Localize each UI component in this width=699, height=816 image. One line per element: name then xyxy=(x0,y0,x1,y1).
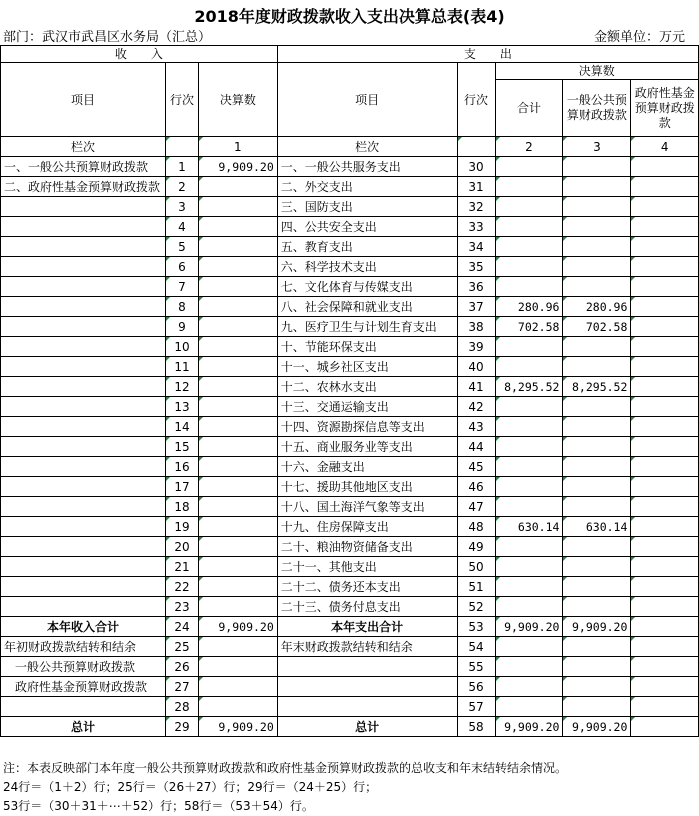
general-budget-header: 一般公共预算财政拨款 xyxy=(563,80,631,137)
income-row-no: 26 xyxy=(165,657,198,677)
expense-fund-value xyxy=(631,417,699,437)
expense-fund-value xyxy=(631,617,699,637)
expense-row-no: 30 xyxy=(457,157,495,177)
expense-row-no: 50 xyxy=(457,557,495,577)
income-row-no: 3 xyxy=(165,197,198,217)
income-item xyxy=(1,337,166,357)
expense-row-no: 49 xyxy=(457,537,495,557)
expense-item: 总计 xyxy=(277,717,457,737)
table-row xyxy=(1,237,699,257)
income-row-no-header: 行次 xyxy=(165,63,198,137)
income-final-value xyxy=(198,537,277,557)
income-final-value xyxy=(198,277,277,297)
income-row-no: 1 xyxy=(165,157,198,177)
income-row-no: 7 xyxy=(165,277,198,297)
expense-item: 九、医疗卫生与计划生育支出 xyxy=(277,317,457,337)
income-item: 一、一般公共预算财政拨款 xyxy=(1,157,166,177)
expense-general-value xyxy=(563,237,631,257)
expense-row-no: 52 xyxy=(457,597,495,617)
income-row-no: 22 xyxy=(165,577,198,597)
expense-total-value xyxy=(495,597,563,617)
column-no-empty xyxy=(457,137,495,157)
income-final-value: 9,909.20 xyxy=(198,617,277,637)
table-row xyxy=(1,217,699,237)
income-final-value xyxy=(198,337,277,357)
expense-general-value xyxy=(563,337,631,357)
expense-fund-value xyxy=(631,217,699,237)
income-final-value xyxy=(198,297,277,317)
income-final-value xyxy=(198,597,277,617)
expense-item: 二十一、其他支出 xyxy=(277,557,457,577)
income-final-value xyxy=(198,397,277,417)
income-item xyxy=(1,197,166,217)
income-item-header: 项目 xyxy=(1,63,166,137)
expense-item: 六、科学技术支出 xyxy=(277,257,457,277)
expense-general-value xyxy=(563,397,631,417)
expense-fund-value xyxy=(631,357,699,377)
expense-item: 十六、金融支出 xyxy=(277,457,457,477)
income-item xyxy=(1,597,166,617)
expense-row-no: 38 xyxy=(457,317,495,337)
expense-item: 三、国防支出 xyxy=(277,197,457,217)
expense-item: 四、公共安全支出 xyxy=(277,217,457,237)
expense-row-no: 47 xyxy=(457,497,495,517)
expense-row-no: 34 xyxy=(457,237,495,257)
expense-fund-value xyxy=(631,457,699,477)
expense-fund-value xyxy=(631,577,699,597)
table-row xyxy=(1,617,699,637)
expense-item: 十三、交通运输支出 xyxy=(277,397,457,417)
expense-general-value xyxy=(563,217,631,237)
expense-total-value: 280.96 xyxy=(495,297,563,317)
table-row xyxy=(1,337,699,357)
table-row xyxy=(1,577,699,597)
expense-item: 十八、国土海洋气象等支出 xyxy=(277,497,457,517)
income-row-no: 9 xyxy=(165,317,198,337)
expense-row-no: 37 xyxy=(457,297,495,317)
income-final-value xyxy=(198,637,277,657)
expense-general-value xyxy=(563,697,631,717)
expense-total-value xyxy=(495,497,563,517)
income-row-no: 28 xyxy=(165,697,198,717)
expense-total-value: 702.58 xyxy=(495,317,563,337)
expense-fund-value xyxy=(631,677,699,697)
expense-total-value xyxy=(495,237,563,257)
income-final-value xyxy=(198,517,277,537)
expense-general-value xyxy=(563,537,631,557)
table-row xyxy=(1,277,699,297)
expense-general-value xyxy=(563,597,631,617)
expense-general-value xyxy=(563,177,631,197)
income-final-value xyxy=(198,377,277,397)
expense-total-value xyxy=(495,557,563,577)
income-row-no: 5 xyxy=(165,237,198,257)
income-item xyxy=(1,297,166,317)
table-row xyxy=(1,397,699,417)
expense-row-no: 58 xyxy=(457,717,495,737)
table-row xyxy=(1,197,699,217)
expense-general-value xyxy=(563,477,631,497)
income-item xyxy=(1,517,166,537)
unit-label: 金额单位：万元 xyxy=(593,30,685,45)
income-row-no: 8 xyxy=(165,297,198,317)
expense-item: 五、教育支出 xyxy=(277,237,457,257)
expense-item: 七、文化体育与传媒支出 xyxy=(277,277,457,297)
expense-fund-value xyxy=(631,257,699,277)
income-item: 二、政府性基金预算财政拨款 xyxy=(1,177,166,197)
expense-total-value xyxy=(495,677,563,697)
income-row-no: 25 xyxy=(165,637,198,657)
income-final-value xyxy=(198,177,277,197)
expense-item: 十五、商业服务业等支出 xyxy=(277,437,457,457)
expense-fund-value xyxy=(631,297,699,317)
expense-fund-value xyxy=(631,497,699,517)
expense-item xyxy=(277,697,457,717)
expense-item: 十二、农林水支出 xyxy=(277,377,457,397)
income-final-value xyxy=(198,317,277,337)
expense-row-no: 36 xyxy=(457,277,495,297)
income-item: 政府性基金预算财政拨款 xyxy=(1,677,166,697)
income-row-no: 12 xyxy=(165,377,198,397)
column-no-4: 4 xyxy=(631,137,699,157)
income-item: 总计 xyxy=(1,717,166,737)
income-item: 本年收入合计 xyxy=(1,617,166,637)
expense-item: 二十、粮油物资储备支出 xyxy=(277,537,457,557)
income-item xyxy=(1,697,166,717)
expense-row-no: 41 xyxy=(457,377,495,397)
expense-general-value: 8,295.52 xyxy=(563,377,631,397)
income-item xyxy=(1,417,166,437)
table-row xyxy=(1,357,699,377)
expense-general-value xyxy=(563,257,631,277)
expense-fund-value xyxy=(631,277,699,297)
expense-row-no: 56 xyxy=(457,677,495,697)
income-item xyxy=(1,237,166,257)
expense-fund-value xyxy=(631,337,699,357)
expense-general-value: 280.96 xyxy=(563,297,631,317)
income-final-value: 9,909.20 xyxy=(198,157,277,177)
income-row-no: 17 xyxy=(165,477,198,497)
expense-fund-value xyxy=(631,317,699,337)
table-row xyxy=(1,377,699,397)
income-final-value xyxy=(198,697,277,717)
expense-fund-value xyxy=(631,537,699,557)
expense-item: 十四、资源勘探信息等支出 xyxy=(277,417,457,437)
expense-row-no: 31 xyxy=(457,177,495,197)
table-row xyxy=(1,297,699,317)
income-item: 一般公共预算财政拨款 xyxy=(1,657,166,677)
table-row xyxy=(1,597,699,617)
income-item xyxy=(1,257,166,277)
expense-fund-value xyxy=(631,397,699,417)
expense-general-value: 630.14 xyxy=(563,517,631,537)
expense-row-no: 57 xyxy=(457,697,495,717)
income-item xyxy=(1,217,166,237)
final-accounts-table xyxy=(0,45,699,737)
expense-fund-value xyxy=(631,597,699,617)
column-no-3: 3 xyxy=(563,137,631,157)
expense-item-header: 项目 xyxy=(277,63,457,137)
income-item xyxy=(1,577,166,597)
table-row xyxy=(1,537,699,557)
expense-total-value: 9,909.20 xyxy=(495,717,563,737)
expense-fund-value xyxy=(631,197,699,217)
expense-item: 一、一般公共服务支出 xyxy=(277,157,457,177)
expense-general-value xyxy=(563,557,631,577)
expense-row-no: 44 xyxy=(457,437,495,457)
expense-general-value xyxy=(563,497,631,517)
expense-general-value xyxy=(563,157,631,177)
expense-total-value xyxy=(495,637,563,657)
expense-item: 八、社会保障和就业支出 xyxy=(277,297,457,317)
table-row xyxy=(1,497,699,517)
income-row-no: 24 xyxy=(165,617,198,637)
income-final-value xyxy=(198,577,277,597)
expense-fund-value xyxy=(631,157,699,177)
expense-row-no: 48 xyxy=(457,517,495,537)
final-group-header: 决算数 xyxy=(495,63,698,80)
table-row xyxy=(1,457,699,477)
expense-total-value xyxy=(495,357,563,377)
income-final-header: 决算数 xyxy=(198,63,277,137)
income-header: 收 入 xyxy=(1,46,278,63)
expense-total-value: 9,909.20 xyxy=(495,617,563,637)
expense-fund-value xyxy=(631,717,699,737)
income-item xyxy=(1,277,166,297)
expense-row-no: 54 xyxy=(457,637,495,657)
column-label: 栏次 xyxy=(1,137,166,157)
income-item xyxy=(1,377,166,397)
expense-total-value xyxy=(495,457,563,477)
expense-row-no: 46 xyxy=(457,477,495,497)
income-row-no: 15 xyxy=(165,437,198,457)
expense-general-value xyxy=(563,677,631,697)
income-final-value xyxy=(198,217,277,237)
income-row-no: 20 xyxy=(165,537,198,557)
expense-general-value: 9,909.20 xyxy=(563,617,631,637)
table-row xyxy=(1,657,699,677)
notes xyxy=(3,759,567,816)
income-item xyxy=(1,397,166,417)
column-no-empty xyxy=(165,137,198,157)
expense-item: 二十二、债务还本支出 xyxy=(277,577,457,597)
fund-budget-header: 政府性基金预算财政拨款 xyxy=(631,80,699,137)
expense-total-value xyxy=(495,397,563,417)
expense-fund-value xyxy=(631,477,699,497)
column-label: 栏次 xyxy=(277,137,457,157)
table-row xyxy=(1,157,699,177)
income-row-no: 16 xyxy=(165,457,198,477)
income-final-value xyxy=(198,457,277,477)
table-row xyxy=(1,437,699,457)
income-item xyxy=(1,457,166,477)
expense-general-value xyxy=(563,277,631,297)
income-item xyxy=(1,437,166,457)
income-final-value xyxy=(198,557,277,577)
expense-row-no: 33 xyxy=(457,217,495,237)
income-row-no: 23 xyxy=(165,597,198,617)
expense-general-value xyxy=(563,417,631,437)
expense-row-no: 55 xyxy=(457,657,495,677)
expense-total-value xyxy=(495,337,563,357)
expense-row-no-header: 行次 xyxy=(457,63,495,137)
expense-item: 二、外交支出 xyxy=(277,177,457,197)
expense-total-value xyxy=(495,277,563,297)
expense-row-no: 32 xyxy=(457,197,495,217)
expense-fund-value xyxy=(631,517,699,537)
table-row xyxy=(1,717,699,737)
report-title: 2018年度财政拨款收入支出决算总表(表4) xyxy=(194,7,505,26)
expense-general-value xyxy=(563,197,631,217)
expense-header: 支 出 xyxy=(277,46,698,63)
expense-item: 二十三、债务付息支出 xyxy=(277,597,457,617)
expense-total-value xyxy=(495,197,563,217)
expense-item: 十、节能环保支出 xyxy=(277,337,457,357)
note-line: 注：本表反映部门本年度一般公共预算财政拨款和政府性基金预算财政拨款的总收支和年末结转结余情况。 xyxy=(3,761,568,775)
income-final-value xyxy=(198,657,277,677)
expense-total-value xyxy=(495,257,563,277)
expense-general-value xyxy=(563,437,631,457)
income-final-value xyxy=(198,357,277,377)
expense-total-value xyxy=(495,477,563,497)
income-final-value xyxy=(198,197,277,217)
expense-total-value: 8,295.52 xyxy=(495,377,563,397)
table-row xyxy=(1,177,699,197)
expense-general-value: 702.58 xyxy=(563,317,631,337)
expense-item xyxy=(277,677,457,697)
total-header: 合计 xyxy=(495,80,563,137)
expense-general-value xyxy=(563,657,631,677)
table-row xyxy=(1,317,699,337)
note-line: 53行＝（30＋31＋⋯＋52）行；58行＝（53＋54）行。 xyxy=(3,799,314,813)
income-item xyxy=(1,357,166,377)
expense-row-no: 43 xyxy=(457,417,495,437)
income-item xyxy=(1,537,166,557)
expense-general-value xyxy=(563,637,631,657)
table-row xyxy=(1,517,699,537)
expense-general-value xyxy=(563,457,631,477)
expense-total-value xyxy=(495,157,563,177)
table-row xyxy=(1,477,699,497)
income-row-no: 19 xyxy=(165,517,198,537)
income-final-value xyxy=(198,417,277,437)
table-row xyxy=(1,417,699,437)
note-line: 24行＝（1＋2）行；25行＝（26＋27）行；29行＝（24＋25）行； xyxy=(3,780,378,794)
expense-fund-value xyxy=(631,557,699,577)
expense-total-value xyxy=(495,537,563,557)
income-final-value xyxy=(198,497,277,517)
income-row-no: 13 xyxy=(165,397,198,417)
expense-fund-value xyxy=(631,437,699,457)
income-row-no: 11 xyxy=(165,357,198,377)
expense-row-no: 39 xyxy=(457,337,495,357)
expense-fund-value xyxy=(631,697,699,717)
income-final-value xyxy=(198,257,277,277)
column-no-2: 2 xyxy=(495,137,563,157)
table-row xyxy=(1,637,699,657)
income-row-no: 6 xyxy=(165,257,198,277)
expense-row-no: 53 xyxy=(457,617,495,637)
table-row xyxy=(1,257,699,277)
income-row-no: 2 xyxy=(165,177,198,197)
expense-total-value xyxy=(495,217,563,237)
income-row-no: 29 xyxy=(165,717,198,737)
expense-total-value xyxy=(495,577,563,597)
expense-item: 十一、城乡社区支出 xyxy=(277,357,457,377)
expense-item: 十七、援助其他地区支出 xyxy=(277,477,457,497)
income-row-no: 4 xyxy=(165,217,198,237)
expense-total-value xyxy=(495,437,563,457)
column-no-1: 1 xyxy=(198,137,277,157)
expense-item: 本年支出合计 xyxy=(277,617,457,637)
table-row xyxy=(1,677,699,697)
income-row-no: 14 xyxy=(165,417,198,437)
expense-row-no: 35 xyxy=(457,257,495,277)
department-label: 部门：武汉市武昌区水务局（汇总） xyxy=(3,30,212,45)
expense-row-no: 42 xyxy=(457,397,495,417)
income-final-value xyxy=(198,437,277,457)
income-row-no: 10 xyxy=(165,337,198,357)
table-row xyxy=(1,557,699,577)
income-item xyxy=(1,557,166,577)
income-final-value xyxy=(198,677,277,697)
income-row-no: 18 xyxy=(165,497,198,517)
income-item: 年初财政拨款结转和结余 xyxy=(1,637,166,657)
income-final-value: 9,909.20 xyxy=(198,717,277,737)
expense-total-value xyxy=(495,697,563,717)
expense-general-value: 9,909.20 xyxy=(563,717,631,737)
expense-item: 十九、住房保障支出 xyxy=(277,517,457,537)
income-final-value xyxy=(198,237,277,257)
expense-item: 年末财政拨款结转和结余 xyxy=(277,637,457,657)
expense-total-value: 630.14 xyxy=(495,517,563,537)
expense-total-value xyxy=(495,657,563,677)
expense-fund-value xyxy=(631,377,699,397)
income-item xyxy=(1,317,166,337)
expense-fund-value xyxy=(631,657,699,677)
expense-total-value xyxy=(495,177,563,197)
income-item xyxy=(1,477,166,497)
expense-row-no: 45 xyxy=(457,457,495,477)
expense-general-value xyxy=(563,357,631,377)
income-row-no: 27 xyxy=(165,677,198,697)
table-row xyxy=(1,697,699,717)
expense-fund-value xyxy=(631,177,699,197)
expense-fund-value xyxy=(631,637,699,657)
expense-general-value xyxy=(563,577,631,597)
income-item xyxy=(1,497,166,517)
income-final-value xyxy=(198,477,277,497)
expense-row-no: 40 xyxy=(457,357,495,377)
expense-row-no: 51 xyxy=(457,577,495,597)
expense-fund-value xyxy=(631,237,699,257)
income-row-no: 21 xyxy=(165,557,198,577)
expense-item xyxy=(277,657,457,677)
expense-total-value xyxy=(495,417,563,437)
